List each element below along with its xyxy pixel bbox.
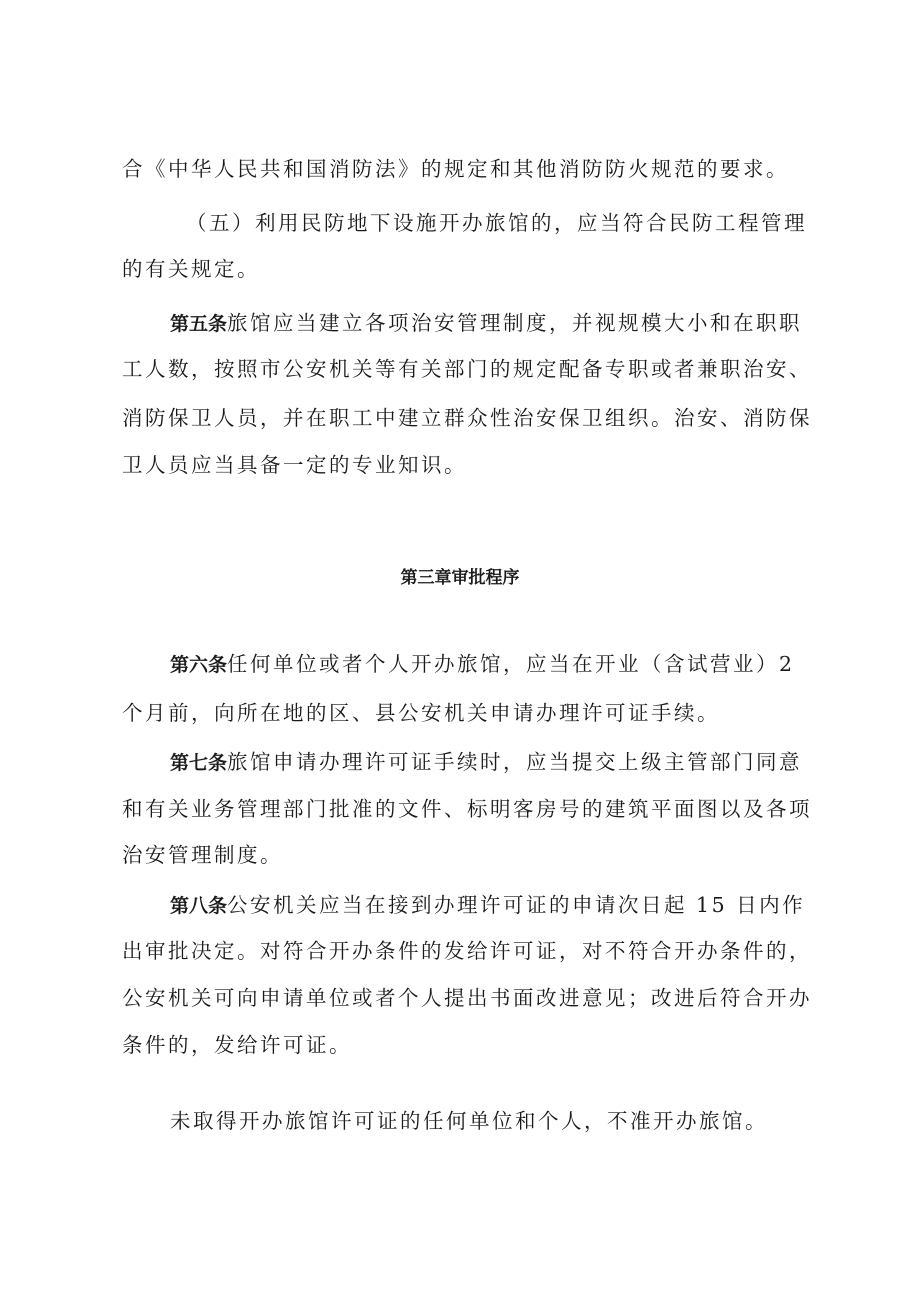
article-text: 旅馆应当建立各项治安管理制度，并视规模大小和在职职 [227, 311, 803, 335]
text-line: 条件的，发给许可证。 [122, 1033, 352, 1057]
text-line: 工人数，按照市公安机关等有关部门的规定配备专职或者兼职治安、 [122, 357, 812, 381]
text-line: 出审批决定。对符合开办条件的发给许可证，对不符合开办条件的， [122, 939, 812, 963]
text-line: 卫人员应当具备一定的专业知识。 [122, 453, 467, 477]
text-line: 的有关规定。 [122, 257, 260, 281]
article-text: 公安机关应当在接到办理许可证的申请次日起 15 日内作 [227, 893, 806, 917]
text-line: 未取得开办旅馆许可证的任何单位和个人，不准开办旅馆。 [170, 1109, 768, 1133]
article-7-line [170, 752, 802, 773]
article-6-line [170, 654, 795, 675]
text-line: （五）利用民防地下设施开办旅馆的，应当符合民防工程管理 [186, 211, 807, 235]
chapter-heading: 第三章审批程序 [400, 568, 520, 588]
text-line: 合《中华人民共和国消防法》的规定和其他消防防火规范的要求。 [122, 157, 789, 181]
article-8-line [170, 895, 805, 916]
text-line: 个月前，向所在地的区、县公安机关申请办理许可证手续。 [122, 701, 720, 725]
article-text: 任何单位或者个人开办旅馆，应当在开业（含试营业）2 [227, 652, 795, 676]
article-number: 第五条 [170, 313, 228, 335]
text-line: 和有关业务管理部门批准的文件、标明客房号的建筑平面图以及各项 [122, 797, 812, 821]
article-text: 旅馆申请办理许可证手续时，应当提交上级主管部门同意 [227, 750, 803, 774]
article-number: 第六条 [170, 654, 228, 676]
text-line: 公安机关可向申请单位或者个人提出书面改进意见；改进后符合开办 [122, 986, 812, 1010]
article-number: 第七条 [170, 752, 228, 774]
text-line: 消防保卫人员，并在职工中建立群众性治安保卫组织。治安、消防保 [122, 406, 812, 430]
article-number: 第八条 [170, 895, 228, 917]
article-5-line [170, 313, 802, 334]
text-line: 治安管理制度。 [122, 843, 283, 867]
